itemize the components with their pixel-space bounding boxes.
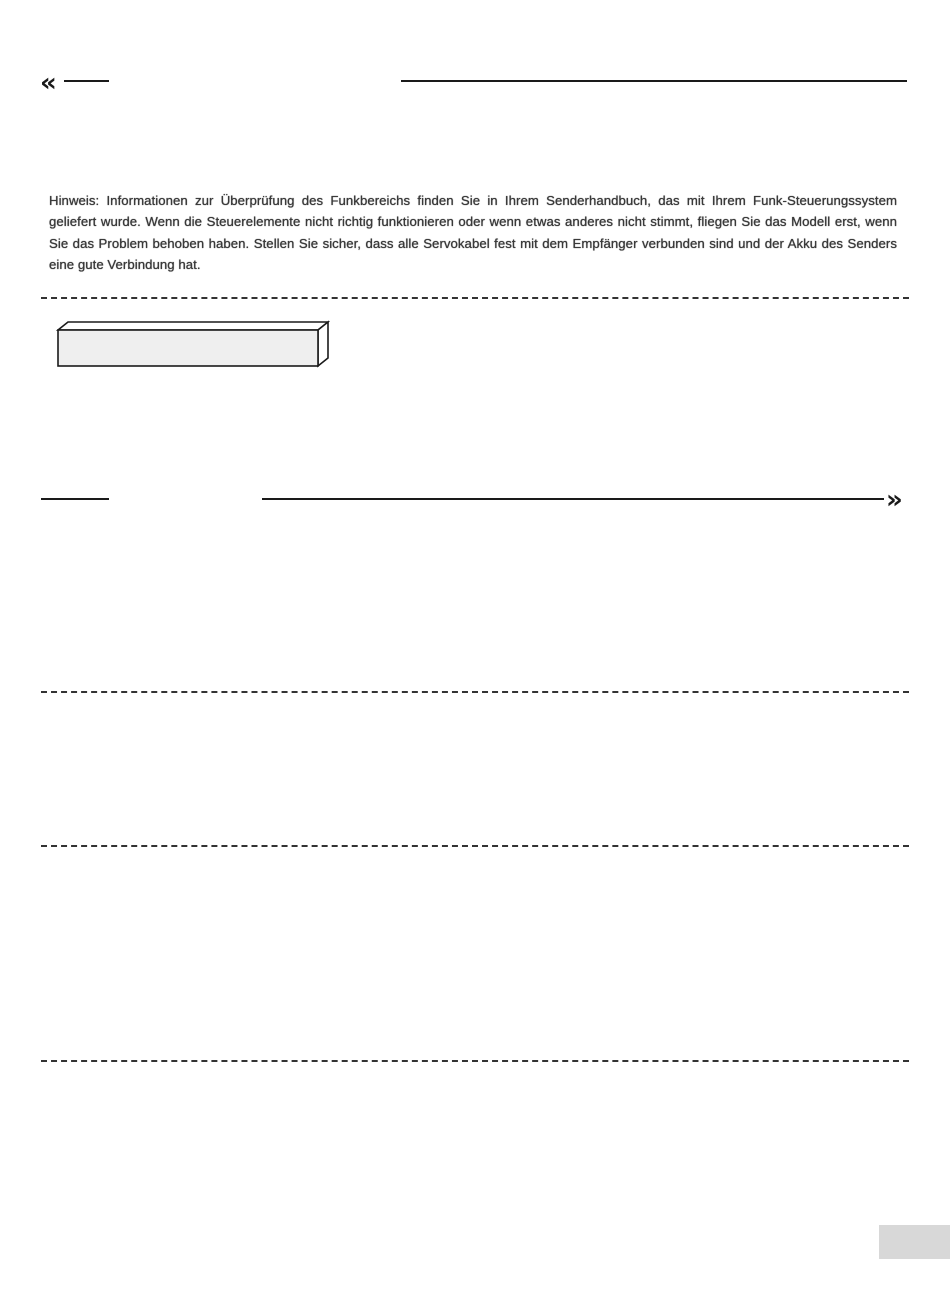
dashed-divider — [41, 297, 909, 299]
dashed-divider — [41, 845, 909, 847]
header-rule-long — [401, 80, 907, 82]
double-chevron-left-icon: « — [40, 68, 55, 98]
note-paragraph: Hinweis: Informationen zur Überprüfung des Funkbereichs finden Sie in Ihrem Senderhandbuch, das mit Ihrem Funk-Steuerungssystem geliefert wurde. Wenn die Steuerelemente nicht richtig funktionieren oder wenn etwas anderes nicht stimmt, fliegen Sie das Modell erst, wenn Sie das Problem behoben haben. Stellen Sie sicher, dass alle Servokabel fest mit dem Empfänger verbunden sind und der Akku des Senders eine gute Verbindung hat. — [49, 193, 897, 273]
header-rule-short — [64, 80, 109, 82]
page-number-tab — [879, 1225, 950, 1259]
double-chevron-right-icon: » — [886, 485, 901, 515]
section-label-box — [56, 320, 330, 368]
header-rule-short — [41, 498, 109, 500]
header-rule-long — [262, 498, 884, 500]
dashed-divider — [41, 1060, 909, 1062]
dashed-divider — [41, 691, 909, 693]
